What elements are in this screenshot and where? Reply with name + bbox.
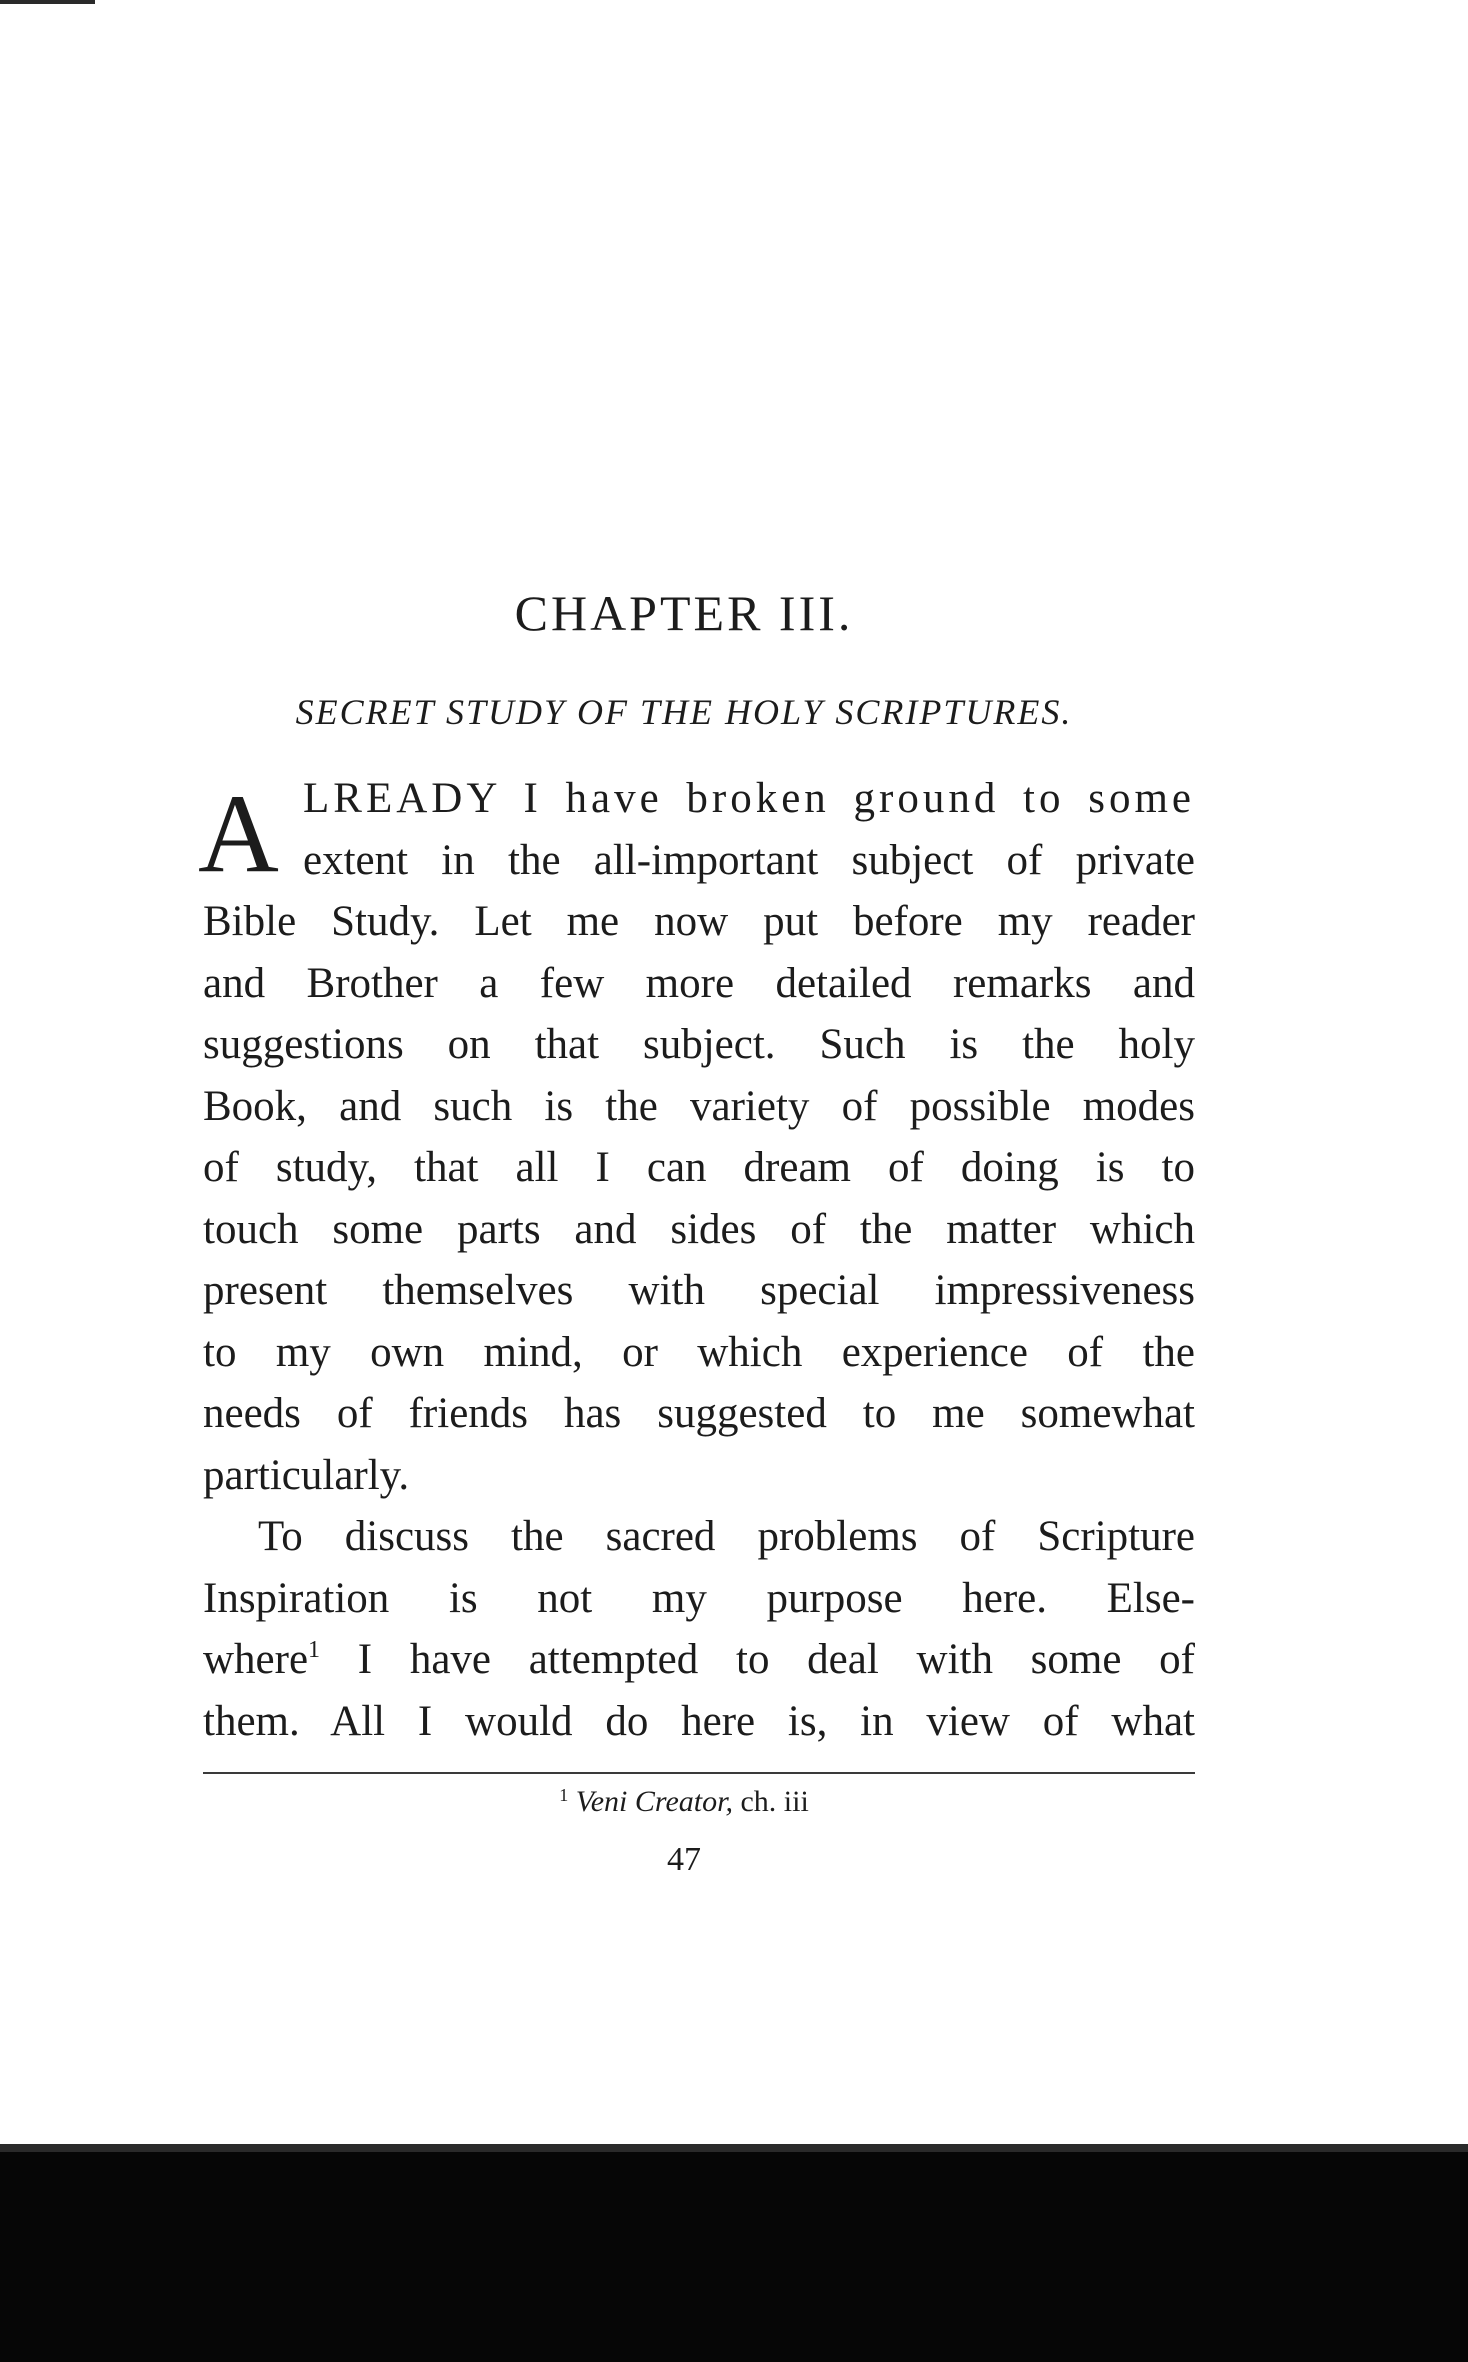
footnote-marker[interactable]: 1 [308, 1637, 321, 1663]
page-number: 47 [667, 1841, 701, 1878]
scan-edge-mark [0, 0, 95, 4]
text-line: touch some parts and sides of the matter which [203, 1205, 1195, 1253]
footnote [0, 1784, 1368, 1820]
footnote-rule [203, 1772, 1195, 1774]
scan-shadow-band [0, 2150, 1468, 2362]
text-fragment: I have attempted to deal with some of [357, 1636, 1195, 1683]
text-line: Bible Study. Let me now put before my reader [203, 898, 1195, 945]
text-line: of study, that all I can dream of doing is to [203, 1144, 1195, 1191]
text-line: to my own mind, or which experience of the [203, 1328, 1195, 1376]
chapter-heading: CHAPTER III. [514, 585, 854, 641]
text-line-with-footnote [203, 1629, 1195, 1691]
text-line: Book, and such is the variety of possible modes [203, 1082, 1195, 1130]
footnote-number: 1 [559, 1785, 569, 1805]
text-line: present themselves with special impressiveness [203, 1267, 1195, 1314]
footnote-reference: ch. iii [740, 1785, 809, 1818]
text-line: them. All I would do here is, in view of what [203, 1697, 1195, 1745]
text-line: To discuss the sacred problems of Scripture [258, 1513, 1195, 1560]
drop-cap: A [198, 772, 279, 896]
footnote-title: Veni Creator, [575, 1785, 733, 1818]
body-text [198, 768, 1195, 1752]
text-line: Inspiration is not my purpose here. Else- [203, 1574, 1195, 1622]
chapter-subtitle: SECRET STUDY OF THE HOLY SCRIPTURES. [295, 692, 1073, 732]
text-line: suggestions on that subject. Such is the holy [203, 1021, 1195, 1068]
text-line: needs of friends has suggested to me somewhat [203, 1390, 1195, 1437]
text-line: extent in the all-important subject of private [303, 836, 1195, 884]
text-line: LREADY I have broken ground to some [303, 775, 1195, 822]
text-line: particularly. [203, 1451, 410, 1499]
text-fragment: where [203, 1636, 309, 1683]
text-line: and Brother a few more detailed remarks and [203, 959, 1195, 1007]
